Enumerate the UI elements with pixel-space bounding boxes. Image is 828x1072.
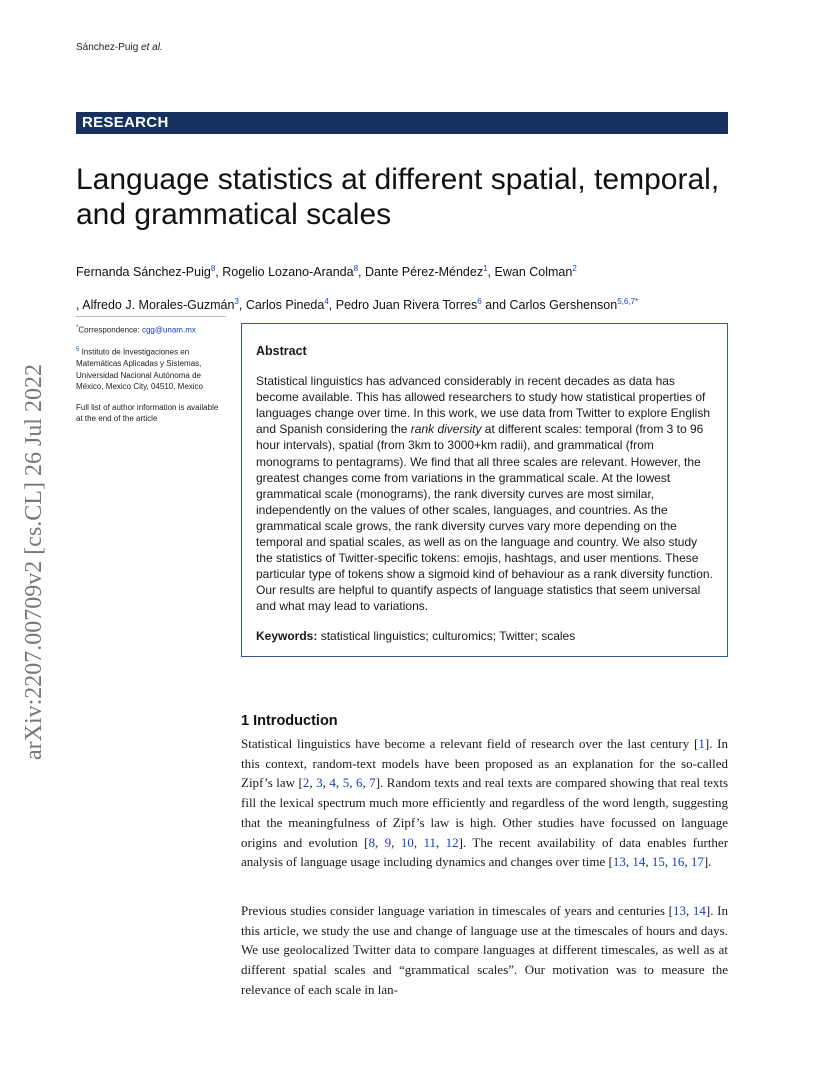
correspondence-email-link[interactable]: cgg@unam.mx <box>141 325 196 335</box>
citation-link[interactable]: 4 <box>329 775 336 791</box>
running-head: Sánchez-Puig et al. <box>76 42 163 53</box>
citation-link[interactable]: 10 <box>400 834 414 850</box>
author-info-note: Full list of author information is available at the end of the article <box>76 402 219 424</box>
arxiv-identifier: arXiv:2207.00709v2 [cs.CL] 26 Jul 2022 <box>21 364 47 760</box>
author-list: Fernanda Sánchez-Puig$^8$, Rogelio Lozano-Aranda$^8$, Dante Pérez-Méndez$^1$, Ewan Colman$^2$ , Alfredo J. Morales-Guzmán$^3$, Carlos Pineda$^4$, Pedro Juan Rivera Torres$^6$ and Carlos Gershenson$^{5,6,7*}$ <box>76 264 639 313</box>
sidebar-notes <box>76 316 226 434</box>
intro-paragraph-1: Statistical linguistics have become a relevant field of research over the last century [1]. In this context, random-text models have been proposed as an explanation for the so-called Zipf’s law [2, 3, 4, 5, 6, 7]. Random texts and real texts are compared showing that real texts fill the lexical spectrum much more efficiently and regardless of the word length, suggesting that the meaningfulness of Zipf’s law is high. Other studies have focussed on language origins and evolution [8, 9, 10, 11, 12]. The recent availability of data enables further analysis of language usage including dynamics and changes over time [13, 14, 15, 16, 17]. <box>241 736 729 870</box>
citation-link[interactable]: 17 <box>690 854 704 870</box>
citation-link[interactable]: 7 <box>369 775 376 791</box>
author: Rogelio Lozano-Aranda$^8$ <box>222 264 359 280</box>
author: Fernanda Sánchez-Puig$^8$ <box>76 264 216 280</box>
author: Alfredo J. Morales-Guzmán$^3$ <box>82 297 239 313</box>
section-heading-introduction: 1 Introduction <box>241 713 338 729</box>
citation-link[interactable]: 12 <box>445 834 459 850</box>
author: Ewan Colman$^2$ <box>494 264 577 280</box>
citation-link[interactable]: 16 <box>671 854 685 870</box>
page-title: Language statistics at different spatial, temporal, and grammatical scales <box>76 163 720 231</box>
citation-link[interactable]: 14 <box>632 854 646 870</box>
citation-link[interactable]: 3 <box>316 775 323 791</box>
citation-link[interactable]: 13 <box>612 854 626 870</box>
author: Carlos Pineda$^4$ <box>245 297 329 313</box>
citation-link[interactable]: 8 <box>368 834 375 850</box>
intro-paragraph-2: Previous studies consider language variation in timescales of years and centuries [13, 14]. In this article, we study the use and change of language use at the timescales of hours and days. We use geolocalized Twitter data to compare languages at different timescales, as well as at different spatial scales and “grammatical scales”. Our motivation was to measure the relevance of each scale in lan- <box>241 903 728 997</box>
abstract-text: Statistical linguistics has advanced considerably in recent decades as data has become available. This has allowed researchers to study how statistical properties of languages change over time. In this work, we use data from Twitter to explore English and Spanish considering the rank diversity at different scales: temporal (from 3 to 96 hour intervals), spatial (from 3km to 3000+km radii), and grammatical (from monograms to pentagrams). We find that all three scales are relevant. However, the greatest changes come from variations in the grammatical scale. At the lowest grammatical scale (monograms), the rank diversity curves are most similar, independently on the values of other scales, languages, and countries. As the grammatical scale grows, the rank diversity curves vary more depending on the temporal and spatial scales, as well as on the language and country. We also study the statistics of Twitter-specific tokens: emojis, hashtags, and user mentions. These particular type of tokens show a sigmoid kind of behaviour as a rank diversity function. Our results are helpful to quantify aspects of language statistics that seem universal and what may lead to variations. <box>256 374 713 614</box>
sidebar-rule <box>76 316 226 317</box>
citation-link[interactable]: 9 <box>384 834 392 850</box>
citation-link[interactable]: 15 <box>651 854 665 870</box>
citation-link[interactable]: 2 <box>302 775 310 791</box>
abstract-box <box>241 323 728 657</box>
citation-link[interactable]: 11 <box>423 834 436 850</box>
citation-link[interactable]: 6 <box>355 775 363 791</box>
author: Dante Pérez-Méndez$^1$ <box>364 264 488 280</box>
author: Carlos Gershenson$^{5,6,7*}$ <box>509 297 639 313</box>
correspondence-note: *Correspondence: cgg@unam.mx <box>76 325 196 335</box>
keywords: Keywords: statistical linguistics; culturomics; Twitter; scales <box>256 628 576 643</box>
author: Pedro Juan Rivera Torres$^6$ <box>335 297 482 313</box>
citation-link[interactable]: 14 <box>692 903 706 918</box>
citation-link[interactable]: 13 <box>672 903 686 918</box>
citation-link[interactable]: 5 <box>342 775 350 791</box>
abstract-heading: Abstract <box>256 344 307 358</box>
section-banner: RESEARCH <box>76 112 728 134</box>
affiliation-note: $^5$ Instituto de Investigaciones en Matemáticas Aplicadas y Sistemas, Universidad Nacional Autónoma de México, Mexico City, 04510, Mexico <box>76 347 204 392</box>
citation-link[interactable]: 1 <box>698 736 705 751</box>
